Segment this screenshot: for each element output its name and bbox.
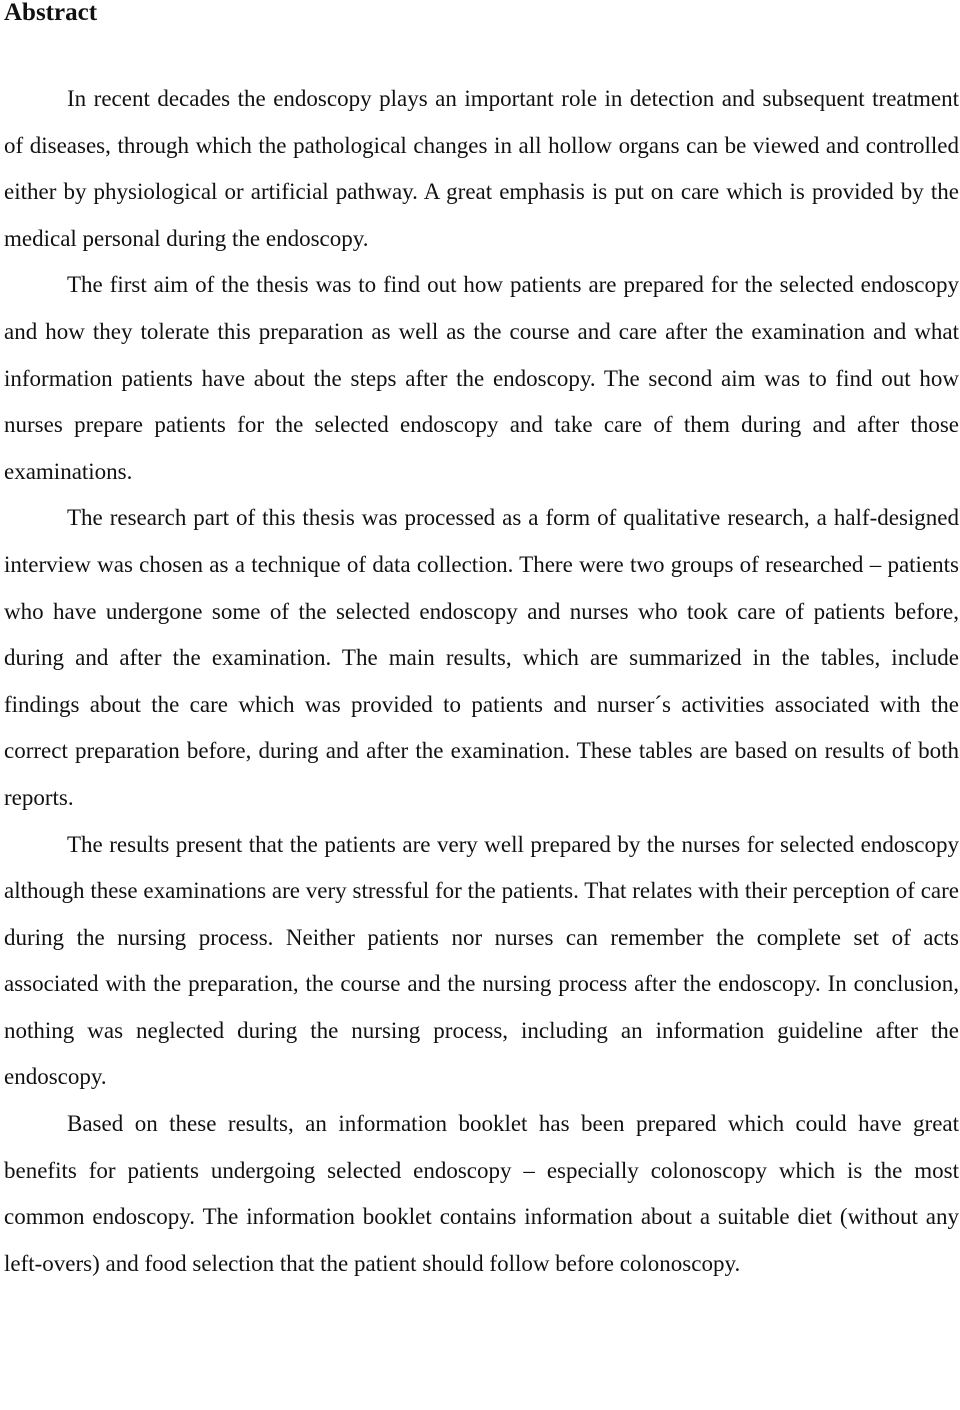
document-page [4,0,959,1287]
paragraph-5: Based on these results, an information booklet has been prepared which could have great benefits for patients undergoing selected endoscopy – especially colonoscopy which is the most common endoscopy. The information booklet contains information about a suitable diet (without any left-overs) and food selection that the patient should follow before colonoscopy. [4,1111,959,1276]
paragraph-4: The results present that the patients are very well prepared by the nurses for selected endoscopy although these examinations are very stressful for the patients. That relates with their perception of care during the nursing process. Neither patients nor nurses can remember the complete set of acts associated with the preparation, the course and the nursing process after the endoscopy. In conclusion, nothing was neglected during the nursing process, including an information guideline after the endoscopy. [4,831,959,1090]
abstract-body [4,76,959,1287]
paragraph-2: The first aim of the thesis was to find out how patients are prepared for the selected endoscopy and how they tolerate this preparation as well as the course and care after the examination and what information patients have about the steps after the endoscopy. The second aim was to find out how nurses prepare patients for the selected endoscopy and take care of them during and after those examinations. [4,272,959,484]
paragraph-1: In recent decades the endoscopy plays an important role in detection and subsequent treatment of diseases, through which the pathological changes in all hollow organs can be viewed and controlled either by physiological or artificial pathway. A great emphasis is put on care which is provided by the medical personal during the endoscopy. [4,86,959,251]
section-heading: Abstract [4,0,98,26]
paragraph-3: The research part of this thesis was processed as a form of qualitative research, a half-designed interview was chosen as a technique of data collection. There were two groups of researched – patients who have undergone some of the selected endoscopy and nurses who took care of patients before, during and after the examination. The main results, which are summarized in the tables, include findings about the care which was provided to patients and nurser´s activities associated with the correct preparation before, during and after the examination. These tables are based on results of both reports. [4,505,959,810]
